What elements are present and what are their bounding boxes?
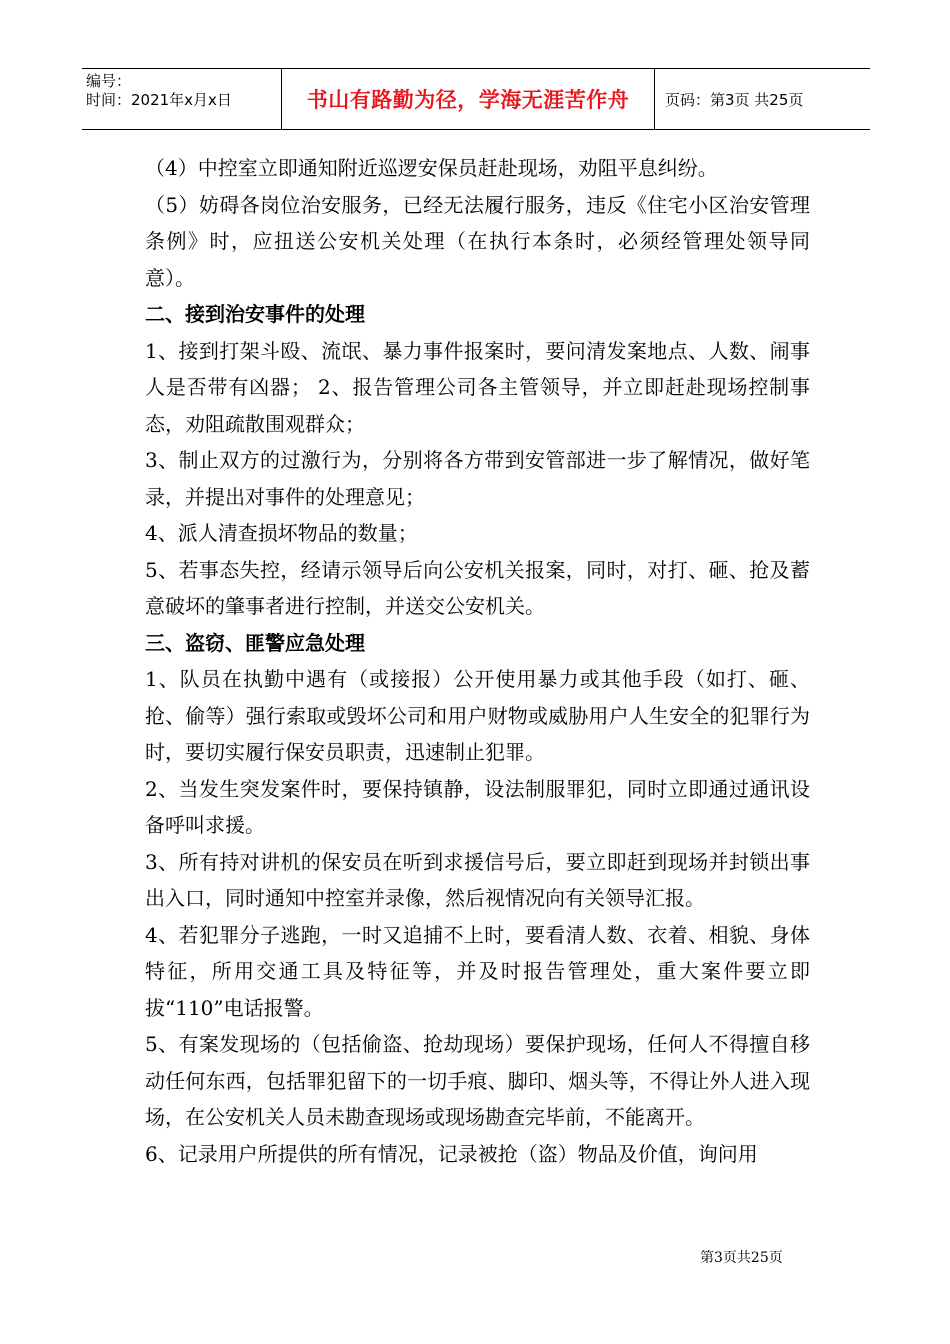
body-paragraph: 5、有案发现场的（包括偷盗、抢劫现场）要保护现场，任何人不得擅自移动任何东西，包括罪犯留下的一切手痕、脚印、烟头等，不得让外人进入现场，在公安机关人员未勘查现场或现场勘查完毕前，不能离开。	[145, 1032, 810, 1129]
body-paragraph: 4、若犯罪分子逃跑，一时又追捕不上时，要看清人数、衣着、相貌、身体特征，所用交通工具及特征等，并及时报告管理处，重大案件要立即拔“110”电话报警。	[145, 922, 810, 1020]
body-paragraph: 6、记录用户所提供的所有情况，记录被抢（盗）物品及价值，询问用	[145, 1141, 758, 1166]
header-page-info: 页码：第3页 共25页	[665, 90, 804, 109]
page-footer: 第3页共25页	[700, 1250, 783, 1266]
body-paragraph: （4）中控室立即通知附近巡逻安保员赶赴现场，劝阻平息纠纷。	[145, 156, 718, 180]
section-heading: 二、接到治安事件的处理	[145, 302, 365, 326]
body-paragraph: 5、若事态失控，经请示领导后向公安机关报案，同时，对打、砸、抢及蓄意破坏的肇事者进行控制，并送交公安机关。	[145, 557, 810, 618]
body-paragraph: （5）妨碍各岗位治安服务，已经无法履行服务，违反《住宅小区治安管理条例》时，应扭送公安机关处理（在执行本条时，必须经管理处领导同意）。	[145, 192, 810, 290]
header-slogan: 书山有路勤为径，学海无涯苦作舟	[282, 69, 655, 129]
document-time-label: 时间：2021年x月x日	[86, 91, 232, 109]
body-paragraph: 1、队员在执勤中遇有（或接报）公开使用暴力或其他手段（如打、砸、抢、偷等）强行索取或毁坏公司和用户财物或威胁用户人生安全的犯罪行为时，要切实履行保安员职责，迅速制止犯罪。	[145, 667, 810, 764]
body-paragraph: 3、制止双方的过激行为，分别将各方带到安管部进一步了解情况，做好笔录，并提出对事件的处理意见；	[145, 448, 810, 509]
body-paragraph: 1、接到打架斗殴、流氓、暴力事件报案时，要问清发案地点、人数、闹事人是否带有凶器； 2、报告管理公司各主管领导，并立即赶赴现场控制事态，劝阻疏散围观群众；	[145, 338, 810, 436]
body-paragraph: 4、派人清查损坏物品的数量；	[145, 521, 418, 545]
document-body	[145, 150, 810, 1172]
body-paragraph: 2、当发生突发案件时，要保持镇静，设法制服罪犯，同时立即通过通讯设备呼叫求援。	[145, 776, 810, 837]
section-heading: 三、盗窃、匪警应急处理	[145, 630, 365, 655]
document-number-label: 编号：	[86, 72, 132, 90]
header-meta	[82, 69, 282, 129]
page-header	[82, 68, 870, 130]
body-paragraph: 3、所有持对讲机的保安员在听到求援信号后，要立即赶到现场并封锁出事出入口，同时通知中控室并录像，然后视情况向有关领导汇报。	[145, 849, 810, 910]
